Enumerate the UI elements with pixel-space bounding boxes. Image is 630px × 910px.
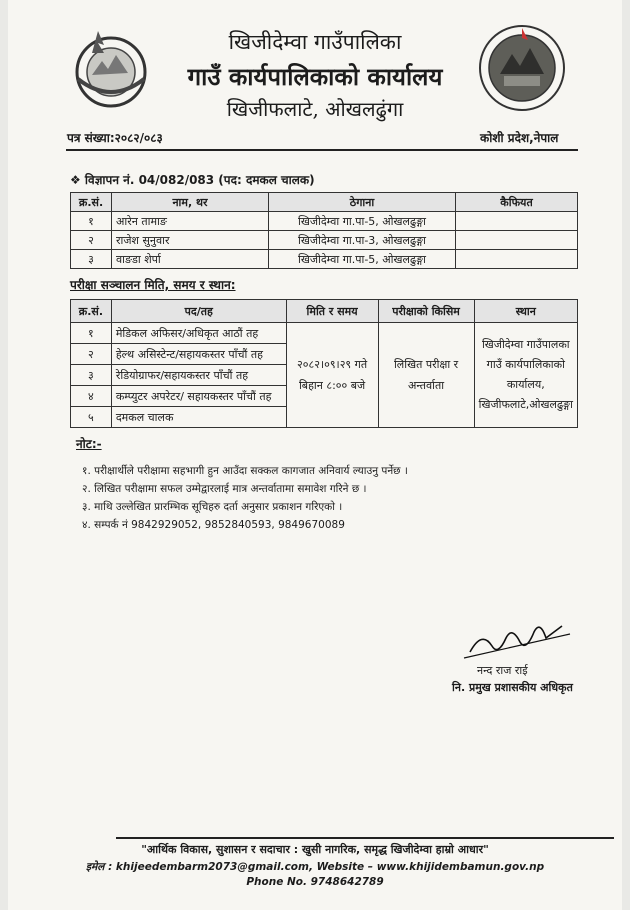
table-row xyxy=(71,231,578,250)
table-row xyxy=(71,323,578,344)
municipality-name: खिजीदेम्वा गाउँपालिका xyxy=(228,30,402,54)
header-divider xyxy=(66,149,578,151)
col-header: परीक्षाको किसिम xyxy=(378,300,474,323)
notes-list xyxy=(82,462,408,534)
signature-icon xyxy=(462,612,572,668)
venue-line: कार्यालय, xyxy=(506,378,545,391)
cell: १ xyxy=(71,212,112,231)
col-header: कैफियत xyxy=(456,193,578,212)
col-header: क्र.सं. xyxy=(71,193,112,212)
cell: राजेश सुनुवार xyxy=(112,231,269,250)
office-address: खिजीफलाटे, ओखलढुंगा xyxy=(226,97,404,121)
cell xyxy=(456,212,578,231)
cell: कम्प्युटर अपरेटर/ सहायकस्तर पाँचौं तह xyxy=(111,386,286,407)
venue-line: गाउँ कार्यपालिकाको xyxy=(486,358,565,371)
cell: ३ xyxy=(71,365,112,386)
cell: १ xyxy=(71,323,112,344)
footer-contact: इमेल : khijeedembarm2073@gmail.com, Website – www.khijidembamun.gov.np xyxy=(85,861,545,873)
notice-title: ❖ विज्ञापन नं. 04/082/083 (पद: दमकल चालक) xyxy=(70,173,315,187)
cell: आरेन तामाङ xyxy=(112,212,269,231)
table-header-row xyxy=(71,193,578,212)
cell: २ xyxy=(71,344,112,365)
table-row xyxy=(71,250,578,269)
exam-type-cell xyxy=(378,323,474,428)
note-item: २. लिखित परीक्षामा सफल उम्मेद्वारलाई मात्र अन्तर्वातामा समावेश गरिने छ । xyxy=(82,483,367,495)
footer-divider xyxy=(116,837,614,839)
venue-line: खिजीदेम्वा गाउँपालका xyxy=(481,338,570,351)
exam-type: लिखित परीक्षा र xyxy=(393,358,459,371)
col-header: मिति र समय xyxy=(286,300,378,323)
cell xyxy=(456,250,578,269)
signatory-name: नन्द राज राई xyxy=(477,664,528,677)
footer-phone: Phone No. 9748642789 xyxy=(246,876,384,888)
exam-type: अन्तर्वाता xyxy=(407,379,445,392)
cell: हेल्थ असिस्टेन्ट/सहायकस्तर पाँचौं तह xyxy=(111,344,286,365)
reference-number: पत्र संख्या:२०८२/०८३ xyxy=(67,131,163,145)
cell: ४ xyxy=(71,386,112,407)
exam-venue-cell xyxy=(474,323,577,428)
footer-motto: "आर्थिक विकास, सुशासन र सदाचार : खुसी नागरिक, समृद्ध खिजीदेम्वा हाम्रो आधार" xyxy=(141,843,489,856)
exam-section-title: परीक्षा सञ्चालन मिति, समय र स्थान: xyxy=(70,278,236,292)
note-item: ३. माथि उल्लेखित प्रारम्भिक सूचिहरु दर्ता अनुसार प्रकाशन गरिएको । xyxy=(82,501,343,513)
cell: ३ xyxy=(71,250,112,269)
col-header: पद/तह xyxy=(111,300,286,323)
col-header: ठेगाना xyxy=(269,193,456,212)
exam-table xyxy=(70,299,578,428)
note-item: ४. सम्पर्क नं 9842929052, 9852840593, 9849670089 xyxy=(82,519,345,531)
cell: दमकल चालक xyxy=(111,407,286,428)
col-header: नाम, थर xyxy=(112,193,269,212)
venue-line: खिजीफलाटे,ओखलढुङ्गा xyxy=(478,398,573,411)
cell: मेडिकल अफिसर/अधिकृत आठौं तह xyxy=(111,323,286,344)
province: कोशी प्रदेश,नेपाल xyxy=(480,131,559,145)
cell: २ xyxy=(71,231,112,250)
table-header-row xyxy=(71,300,578,323)
cell xyxy=(456,231,578,250)
notes-heading: नोट:- xyxy=(76,437,102,451)
exam-date: २०८२।०९।२९ गते xyxy=(297,358,368,371)
office-name: गाउँ कार्यपालिकाको कार्यालय xyxy=(187,62,443,91)
cell: खिजीदेम्वा गा.पा-3, ओखलढुङ्गा xyxy=(269,231,456,250)
exam-time: बिहान ८:०० बजे xyxy=(298,379,366,392)
cell: ५ xyxy=(71,407,112,428)
candidate-table xyxy=(70,192,578,269)
signatory-title: नि. प्रमुख प्रशासकीय अधिकृत xyxy=(452,681,573,694)
col-header: स्थान xyxy=(474,300,577,323)
cell: वाङडा शेर्पा xyxy=(112,250,269,269)
exam-date-cell xyxy=(286,323,378,428)
col-header: क्र.सं. xyxy=(71,300,112,323)
cell: रेडियोग्राफर/सहायकस्तर पाँचौं तह xyxy=(111,365,286,386)
cell: खिजीदेम्वा गा.पा-5, ओखलढुङ्गा xyxy=(269,250,456,269)
note-item: १. परीक्षार्थीले परीक्षामा सहभागी हुन आउँदा सक्कल कागजात अनिवार्य ल्याउनु पर्नेछ । xyxy=(82,465,408,477)
cell: खिजीदेम्वा गा.पा-5, ओखलढुङ्गा xyxy=(269,212,456,231)
table-row xyxy=(71,212,578,231)
